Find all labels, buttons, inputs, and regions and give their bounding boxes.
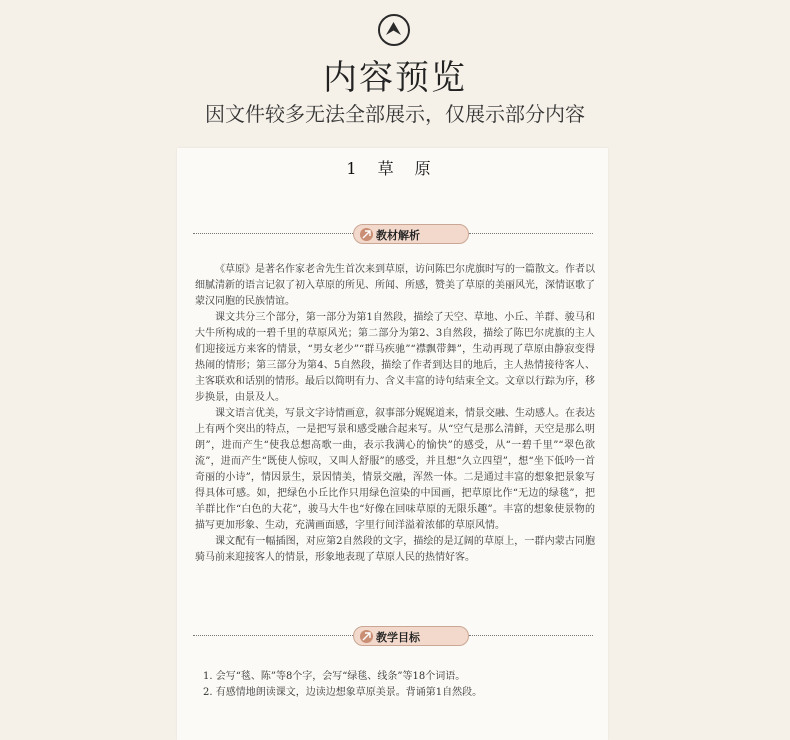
arrow-icon [360, 630, 373, 643]
paragraph: 课文共分三个部分，第一部分为第1自然段，描绘了天空、草地、小丘、羊群、骏马和大牛所构成的一碧千里的草原风光；第二部分为第2、3自然段，描绘了陈巴尔虎旗的主人们迎接远方来客的情景，“男女老少”“群马疾驰”“襟飘带舞”，生动再现了草原由静寂变得热闹的情形；第三部分为第4、5自然段，描绘了作者到达目的地后，主人热情接待客人、主客联欢和话别的情形。最后以简明有力、含义丰富的诗句结束全文。文章以行踪为序，移步换景，由景及人。 [195, 312, 595, 403]
divider [469, 233, 593, 234]
analysis-text [195, 262, 595, 566]
document-preview [177, 148, 608, 740]
goals-list [203, 669, 593, 701]
arrow-icon [360, 228, 373, 241]
up-arrow-circle-icon [378, 14, 410, 46]
section-label: 教学目标 [376, 631, 420, 644]
page-title: 内容预览 [323, 58, 467, 98]
divider [469, 635, 593, 636]
paragraph: 《草原》是著名作家老舍先生首次来到草原，访问陈巴尔虎旗时写的一篇散文。作者以细腻清新的语言记叙了初入草原的所见、所闻、所感，赞美了草原的美丽风光，深情讴歌了蒙汉同胞的民族情谊。 [195, 264, 595, 307]
paragraph: 课文配有一幅插图，对应第2自然段的文字，描绘的是辽阔的草原上，一群内蒙古同胞骑马前来迎接客人的情景，形象地表现了草原人民的热情好客。 [195, 536, 595, 563]
list-item: 2. 有感情地朗读课文，边读边想象草原美景。背诵第1自然段。 [203, 687, 483, 698]
section-header-analysis [193, 224, 593, 244]
section-badge [353, 224, 469, 244]
page-subtitle: 因文件较多无法全部展示，仅展示部分内容 [205, 102, 585, 126]
section-header-goals [193, 626, 593, 646]
list-item: 1. 会写“毯、陈”等8个字，会写“绿毯、线条”等18个词语。 [203, 671, 466, 682]
divider [193, 635, 353, 636]
paragraph: 课文语言优美，写景文字诗情画意，叙事部分娓娓道来，情景交融、生动感人。在表达上有两个突出的特点，一是把写景和感受融合起来写。从“空气是那么清鲜，天空是那么明朗”，进而产生“使我总想高歌一曲，表示我满心的愉快”的感受，从“一碧千里”“翠色欲流”，进而产生“既使人惊叹，又叫人舒服”的感受，并且想“久立四望”，想“坐下低吟一首奇丽的小诗”，情因景生，景因情美，情景交融，浑然一体。二是通过丰富的想象把景象写得具体可感。如，把绿色小丘比作只用绿色渲染的中国画，把草原比作“无边的绿毯”，把羊群比作“白色的大花”，骏马大牛也“好像在回味草原的无限乐趣”。丰富的想象使景物的描写更加形象、生动，充满画面感，字里行间洋溢着浓郁的草原风情。 [195, 408, 595, 531]
section-label: 教材解析 [376, 229, 420, 242]
divider [193, 233, 353, 234]
section-badge [353, 626, 469, 646]
lesson-title: 1 草 原 [346, 159, 439, 178]
